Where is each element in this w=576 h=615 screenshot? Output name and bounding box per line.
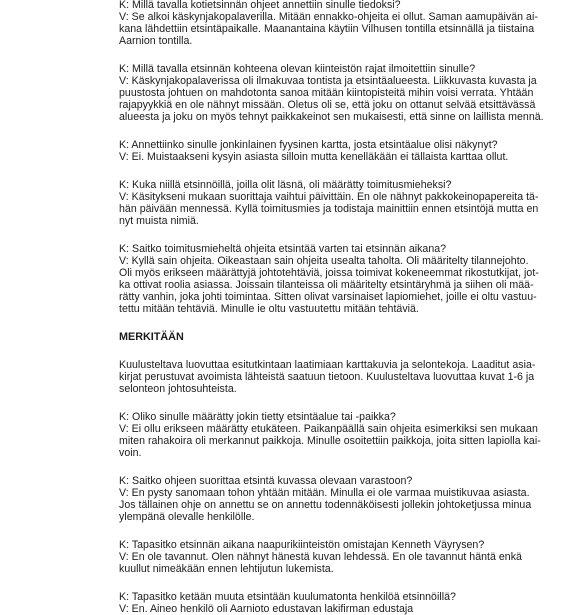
paragraph-line: V: En. Aineo henkilö oli Aarnioto edustavan lakifirman edustaja xyxy=(119,603,414,615)
paragraph-line: ylempänä olevalle henkilölle. xyxy=(119,511,255,523)
paragraph-line-first: Kuulusteltava luovuttaa esitutkintaan laatimiaan karttakuvia ja selontekoja. Laaditut asia- xyxy=(119,359,536,371)
paragraph-line: V: Käsitykseni mukaan suorittaja vaihtui päivittäin. En ole nähnyt pakkokeinopapereita tä- xyxy=(119,191,539,203)
paragraph-line: V: Kyllä sain ohjeita. Oikeastaan sain ohjeita usealta taholta. Oli määritelty tilannejohto. xyxy=(119,255,529,267)
paragraph-line: V: En ole tavannut. Olen nähnyt hänestä kuvan lehdessä. En ole tavannut häntä enkä xyxy=(119,551,522,563)
paragraph-line-first: K: Millä tavalla etsinnän kohteena olevan kiinteistön rajat ilmoitettiin sinulle? xyxy=(119,63,476,75)
paragraph-line: kana lähdettiin etsintäpaikalle. Maanantaina käytiin Vilhusen tontilla etsinnällä ja tiistaina xyxy=(119,23,535,35)
paragraph-line-first: K: Millä tavalla kotietsinnän ohjeet annettiin sinulle tiedoksi? xyxy=(119,0,401,11)
paragraph-line: hän päivään mennessä. Kyllä toimitusmies ja todistaja mainittiin ennen etsintöjä mutta en xyxy=(119,203,539,215)
paragraph-line: Aarnion tontilla. xyxy=(119,35,193,47)
paragraph-line-first: K: Saitko ohjeen suorittaa etsintä kuvassa olevaan varastoon? xyxy=(119,475,413,487)
paragraph-line: V: Ei ollu erikseen määrätty etukäteen. Paikanpäällä sain ohjeita esimerkiksi sen mukaan xyxy=(119,423,538,435)
paragraph-line-first: K: Saitko toimitusmieheltä ohjeita etsintää varten tai etsinnän aikana? xyxy=(119,243,447,255)
paragraph-line-first: K: Oliko sinulle määrätty jokin tietty etsintäalue tai -paikka? xyxy=(119,411,396,423)
paragraph-line: miten rahakoira oli merkannut paikkoja. Minulle osoitettiin paikkoja, joita sitten lapiolla kai- xyxy=(119,435,541,447)
paragraph-line: puustosta johtuen on mahdotonta sanoa mitään kiintopisteitä mihin voisi verrata. Yhtään xyxy=(119,87,534,99)
paragraph-line: voin. xyxy=(119,447,142,459)
paragraph-line: kirjat perustuvat avoimista lähteistä saatuun tietoon. Kuulusteltava luovuttaa kuvat 1-6 ja xyxy=(119,371,535,383)
paragraph-line: rätty vanhin, joka johti toimintaa. Sitten olivat varsinaiset lapiomiehet, joille ei oltu vastuu- xyxy=(119,291,537,303)
paragraph-line: V: Käskynjakopalaverissa oli ilmakuvaa tontista ja etsintäalueesta. Liikkuvasta kuvasta ja xyxy=(119,75,537,87)
paragraph-line-first: K: Annettiinko sinulle jonkinlainen fyysinen kartta, josta etsintäalue olisi näkynyt? xyxy=(119,139,498,151)
paragraph-line-first: K: Kuka niillä etsinnöillä, joilla olit läsnä, oli määrätty toimitusmieheksi? xyxy=(119,179,452,191)
paragraph-line: Oli myös erikseen määrättyjä johtotehtäviä, joissa toimivat kokeneemmat rikostutkijat, jot- xyxy=(119,267,539,279)
paragraph-line: V: En pysty sanomaan tohon yhtään mitään. Minulla ei ole varmaa muistikuvaa asiasta. xyxy=(119,487,530,499)
paragraph-line: V: Ei. Muistaakseni kysyin asiasta silloin mutta kenelläkään ei tällaista karttaa ollut. xyxy=(119,151,509,163)
paragraph-line: V: Se alkoi käskynjakopalaverilla. Mitään ennakko-ohjeita ei ollut. Saman aamupäivän ai- xyxy=(119,11,538,23)
section-heading: MERKITÄÄN xyxy=(119,331,184,343)
paragraph-line-first: K: Tapasitko ketään muuta etsintään kuulumatonta henkilöä etsinnöillä? xyxy=(119,591,456,603)
paragraph-line: nyt muista nimiä. xyxy=(119,215,199,227)
paragraph-line: rajapyykkiä en ole nähnyt missään. Oletus oli se, että joku on ottanut selvää etsittävässä xyxy=(119,99,536,111)
paragraph-line: tettu mitään tehtäviä. Minulle ie oltu vastuutettu mitään tehtäviä. xyxy=(119,303,419,315)
paragraph-line: ka ottivat roolia asiassa. Joissain tilanteissa oli määritelty etsintäryhmä ja siihen oli mää- xyxy=(119,279,534,291)
paragraph-line: selonteon johtosuhteista. xyxy=(119,383,237,395)
paragraph-line: kuullut nimeäkään ennen lehtijutun lukemista. xyxy=(119,563,334,575)
paragraph-line: alueesta ja joku on myös tehnyt paikkakeinot sen mukaisesti, että sinne on laillista mennä. xyxy=(119,111,544,123)
paragraph-line-first: K: Tapasitko etsinnän aikana naapurikiinteistön omistajan Kenneth Väyrysen? xyxy=(119,539,485,551)
paragraph-line: Jos tällainen ohje on annettu se on annettu todennäköisesti jollekin johtoketjussa minua xyxy=(119,499,532,511)
